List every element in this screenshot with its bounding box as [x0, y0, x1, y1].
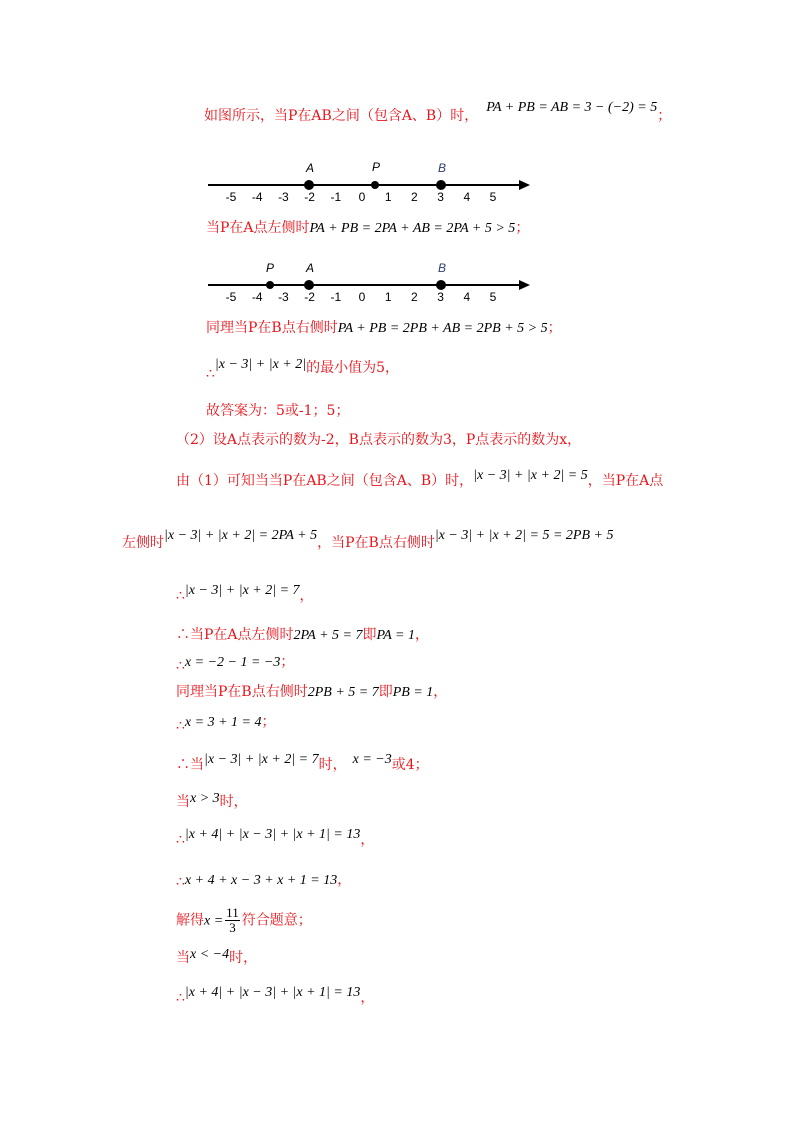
line-10	[176, 625, 429, 646]
line-5	[206, 401, 349, 421]
tick-label: 1	[384, 290, 392, 304]
text-mid: 即	[378, 684, 393, 700]
punct: ，	[337, 872, 352, 888]
label-a: A	[306, 161, 315, 175]
text: 同理当P在B点右侧时	[206, 320, 338, 336]
text-end: 或4；	[391, 757, 429, 773]
tick-label: 3	[437, 290, 444, 304]
therefore: ∴	[176, 832, 185, 848]
therefore: ∴	[176, 658, 185, 674]
tick-label: 2	[411, 190, 418, 204]
point-b	[436, 180, 446, 190]
tick-label: -1	[330, 290, 342, 304]
tick-label: 3	[437, 190, 444, 204]
equation: |x − 3| + |x + 2| = 2PA + 5	[164, 528, 318, 543]
text: 同理当P在B点右侧时	[176, 684, 308, 700]
tick-label: -1	[330, 190, 342, 204]
text: 当	[176, 950, 190, 966]
equation: x < −4	[190, 947, 230, 962]
tick-labels	[226, 290, 497, 304]
punct: ；	[657, 108, 672, 124]
text: 当P在A点左侧时	[206, 220, 310, 236]
tick-labels	[226, 190, 497, 204]
tick-label: 2	[411, 290, 418, 304]
tick-label: 5	[489, 290, 497, 304]
label-b: B	[438, 261, 447, 275]
equation-2: x = −3	[352, 752, 392, 767]
punct: ；	[547, 320, 562, 336]
line-9	[176, 580, 314, 604]
line-4	[206, 357, 400, 382]
text: 解得	[176, 912, 204, 929]
tick-label: 4	[463, 290, 471, 304]
equation-2: PA = 1	[376, 628, 415, 643]
equation: PA + PB = 2PB + AB = 2PB + 5 > 5	[337, 321, 548, 336]
line-11	[176, 652, 294, 673]
equation: x = 3 + 1 = 4	[184, 715, 262, 730]
line-20	[176, 982, 375, 1006]
punct: ，	[433, 684, 448, 700]
punct: ，	[360, 990, 375, 1006]
line-15	[176, 792, 248, 813]
number-line-1	[200, 156, 540, 208]
tick-label: -3	[278, 290, 289, 304]
tick-label: -2	[304, 290, 315, 304]
label-a: A	[306, 261, 315, 275]
numerator: 11	[226, 905, 239, 920]
text-end: 时，	[229, 950, 258, 966]
denominator: 3	[229, 920, 236, 935]
line-14	[176, 749, 429, 773]
line-19	[176, 948, 257, 969]
equation: 2PA + 5 = 7	[293, 628, 363, 643]
point-a	[304, 180, 314, 190]
punct: ；	[515, 220, 530, 236]
equation-2: |x − 3| + |x + 2| = 5 = 2PB + 5	[434, 528, 614, 543]
equation: |x − 3| + |x + 2| = 5	[473, 468, 588, 483]
point-p	[266, 281, 274, 289]
line-2	[206, 218, 529, 239]
label-p: P	[266, 261, 275, 275]
equation-2: PB = 1	[392, 685, 434, 700]
tick-label: -4	[251, 190, 263, 204]
therefore: ∴	[176, 588, 185, 604]
tick-label: 5	[489, 190, 497, 204]
line-17	[176, 870, 351, 891]
text: 当	[176, 794, 190, 810]
text: 故答案为：5或-1；5；	[206, 403, 350, 419]
line-18	[176, 906, 312, 935]
therefore: ∴	[176, 718, 185, 734]
tick-label: 0	[358, 290, 366, 304]
label-p: P	[372, 160, 381, 174]
tick-label: -5	[225, 190, 237, 204]
equation: |x + 4| + |x − 3| + |x + 1| = 13	[184, 985, 361, 1000]
text: 如图所示，当P在AB之间（包含A、B）时，	[204, 108, 479, 124]
line-7	[176, 468, 664, 492]
equation: x + 4 + x − 3 + x + 1 = 13	[184, 873, 338, 888]
text: 左侧时	[122, 535, 164, 551]
punct: ，	[360, 832, 375, 848]
text-end: ，当P在A点	[587, 473, 664, 489]
text-mid: 时，	[318, 757, 347, 773]
line-16	[176, 824, 375, 848]
therefore: ∴	[176, 990, 185, 1006]
text-mid: 即	[362, 627, 377, 643]
equation: x =	[204, 913, 224, 929]
therefore: ∴	[176, 874, 185, 890]
punct: ；	[280, 654, 295, 670]
tick-label: 0	[358, 190, 366, 204]
equation: |x + 4| + |x − 3| + |x + 1| = 13	[184, 827, 361, 842]
line-3	[206, 318, 562, 339]
tick-label: 1	[384, 190, 392, 204]
line-8	[122, 528, 614, 554]
equation: PA + PB = AB = 3 − (−2) = 5	[486, 100, 658, 115]
expression: |x − 3| + |x + 2|	[214, 357, 307, 372]
line-1	[204, 100, 672, 127]
text: ∴当P在A点左侧时	[176, 627, 294, 643]
punct: ，	[299, 588, 314, 604]
text: （2）设A点表示的数为-2，B点表示的数为3，P点表示的数为x，	[176, 432, 582, 448]
number-line-2	[200, 256, 540, 308]
point-b	[436, 280, 446, 290]
equation: 2PB + 5 = 7	[307, 685, 379, 700]
text-mid: ，当P在B点右侧时	[317, 535, 435, 551]
point-p	[371, 181, 379, 189]
line-13	[176, 712, 275, 733]
fraction	[225, 906, 240, 935]
tick-label: -3	[278, 190, 289, 204]
text-end: 时，	[219, 794, 248, 810]
text: ∴当	[176, 757, 204, 773]
punct: ，	[414, 627, 429, 643]
line-6	[176, 430, 581, 450]
equation: PA + PB = 2PA + AB = 2PA + 5 > 5	[309, 221, 516, 236]
equation: x > 3	[190, 791, 220, 806]
tick-label: 4	[463, 190, 471, 204]
text: 的最小值为5，	[306, 360, 400, 376]
text-end: 符合题意；	[241, 912, 312, 929]
tick-label: -4	[251, 290, 263, 304]
punct: ；	[261, 714, 276, 730]
tick-label: -5	[225, 290, 237, 304]
point-a	[304, 280, 314, 290]
tick-label: -2	[304, 190, 315, 204]
equation: |x − 3| + |x + 2| = 7	[184, 583, 300, 598]
line-12	[176, 682, 447, 703]
equation: x = −2 − 1 = −3	[184, 655, 281, 670]
equation: |x − 3| + |x + 2| = 7	[204, 752, 319, 767]
therefore: ∴	[206, 366, 215, 382]
label-b: B	[438, 161, 447, 175]
text: 由（1）可知当当P在AB之间（包含A、B）时，	[176, 473, 474, 489]
